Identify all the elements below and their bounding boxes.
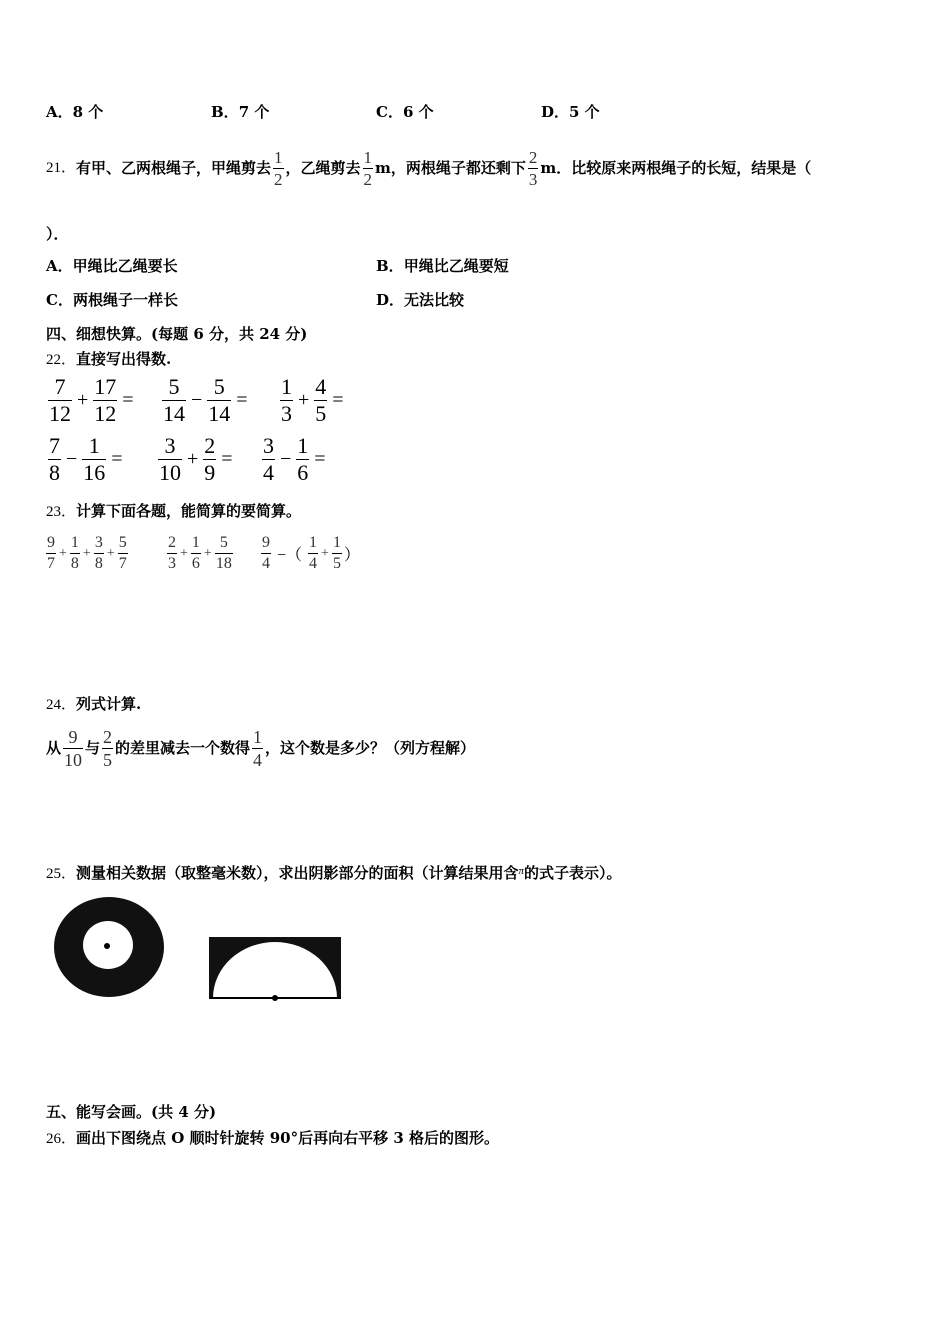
fraction: $\frac{5}{18}$ <box>215 534 232 572</box>
fraction: $\frac{17}{12}$ <box>94 374 117 426</box>
fraction: $\frac{9}{10}$ <box>64 726 83 770</box>
center-dot <box>104 943 110 949</box>
question-number: 21． <box>46 160 77 176</box>
q23-expression-2: $\frac{2}{3}$ + $\frac{1}{6}$ + $\frac{5}{18}$ <box>168 534 232 572</box>
fraction: $\frac{7}{12}$ <box>49 374 71 426</box>
option-d: D．5 个 <box>541 103 600 121</box>
fraction: $\frac{2}{3}$ <box>168 534 176 572</box>
q21-option-a: A．甲绳比乙绳要长 <box>46 257 178 275</box>
question-25: 25．测量相关数据（取整毫米数），求出阴影部分的面积（计算结果用含$^\pi$的式子表示）。 <box>46 864 622 882</box>
question-text: m，两根绳子都还剩下 <box>375 159 526 177</box>
fraction: $\frac{9}{4}$ <box>262 534 270 572</box>
fraction: $\frac{1}{16}$ <box>83 433 106 485</box>
fraction: $\frac{1}{6}$ <box>191 534 200 572</box>
fraction: $\frac{1}{5}$ <box>332 534 341 572</box>
fraction: $\frac{1}{6}$ <box>297 433 309 485</box>
fraction: $\frac{5}{7}$ <box>118 534 127 572</box>
fraction: $\frac{3}{4}$ <box>263 433 274 485</box>
question-24-body: 从 $\frac{9}{10}$ 与 $\frac{2}{5}$ 的差里减去一个数得 $\frac{1}{4}$ ，这个数是多少？（列方程解） <box>46 726 476 770</box>
ring-figure <box>50 896 170 1004</box>
q22-item-2: $\frac{5}{14}$ − $\frac{5}{14}$ = <box>163 374 248 426</box>
q22-item-5: $\frac{3}{10}$ + $\frac{2}{9}$ = <box>159 433 233 485</box>
question-24: 24．列式计算. <box>46 695 142 713</box>
q21-option-d: D．无法比较 <box>376 291 465 309</box>
section-5-title: 五、能写会画。(共 4 分) <box>46 1103 217 1121</box>
fraction: $\frac{1}{4}$ <box>309 534 318 572</box>
fraction: $\frac{1}{8}$ <box>70 534 79 572</box>
option-b: B．7 个 <box>211 103 270 121</box>
pi-symbol: π <box>518 865 525 877</box>
question-22: 22．直接写出得数. <box>46 350 172 368</box>
option-a: A．8 个 <box>46 103 104 121</box>
question-26: 26．画出下图绕点 O 顺时针旋转 90°后再向右平移 3 格后的图形。 <box>46 1129 500 1147</box>
q21-option-c: C．两根绳子一样长 <box>46 291 178 309</box>
fraction: $\frac{1}{2}$ <box>274 147 283 189</box>
q22-item-4: $\frac{7}{8}$ − $\frac{1}{16}$ = <box>49 433 123 485</box>
fraction: $\frac{2}{9}$ <box>204 433 216 485</box>
question-21-end: ）． <box>46 225 69 243</box>
option-c: C．6 个 <box>376 103 434 121</box>
fraction: $\frac{1}{4}$ <box>253 726 263 770</box>
question-text: ，乙绳剪去 <box>285 159 361 177</box>
fraction: $\frac{5}{14}$ <box>163 374 185 426</box>
q21-option-b: B．甲绳比乙绳要短 <box>376 257 509 275</box>
q23-expression-1: $\frac{9}{7}$ + $\frac{1}{8}$ + $\frac{3}{8}$ + $\frac{5}{7}$ <box>47 534 127 572</box>
center-dot <box>272 995 278 1001</box>
semicircle-figure <box>205 933 345 1005</box>
fraction: $\frac{4}{5}$ <box>315 374 327 426</box>
q22-item-6: $\frac{3}{4}$ − $\frac{1}{6}$ = <box>263 433 326 485</box>
question-21 <box>46 138 811 198</box>
q23-expression-3: $\frac{9}{4}$ −（ $\frac{1}{4}$ + $\frac{1}{5}$ ） <box>262 534 360 572</box>
fraction: $\frac{2}{5}$ <box>103 726 113 770</box>
question-text: 有甲、乙两根绳子，甲绳剪去 <box>76 159 272 177</box>
fraction: $\frac{9}{7}$ <box>47 534 55 572</box>
fraction: $\frac{3}{10}$ <box>159 433 181 485</box>
q22-item-3: $\frac{1}{3}$ + $\frac{4}{5}$ = <box>281 374 344 426</box>
fraction: $\frac{3}{8}$ <box>94 534 103 572</box>
fraction: $\frac{2}{3}$ <box>528 147 538 189</box>
fraction: $\frac{7}{8}$ <box>49 433 60 485</box>
fraction: $\frac{1}{3}$ <box>281 374 292 426</box>
q22-item-1: $\frac{7}{12}$ + $\frac{17}{12}$ = <box>49 374 134 426</box>
question-text: m．比较原来两根绳子的长短，结果是（ <box>540 159 812 177</box>
section-4-title: 四、细想快算。(每题 6 分，共 24 分) <box>46 325 308 343</box>
fraction: $\frac{1}{2}$ <box>363 147 373 189</box>
question-23: 23．计算下面各题，能简算的要简算。 <box>46 502 302 520</box>
fraction: $\frac{5}{14}$ <box>208 374 231 426</box>
